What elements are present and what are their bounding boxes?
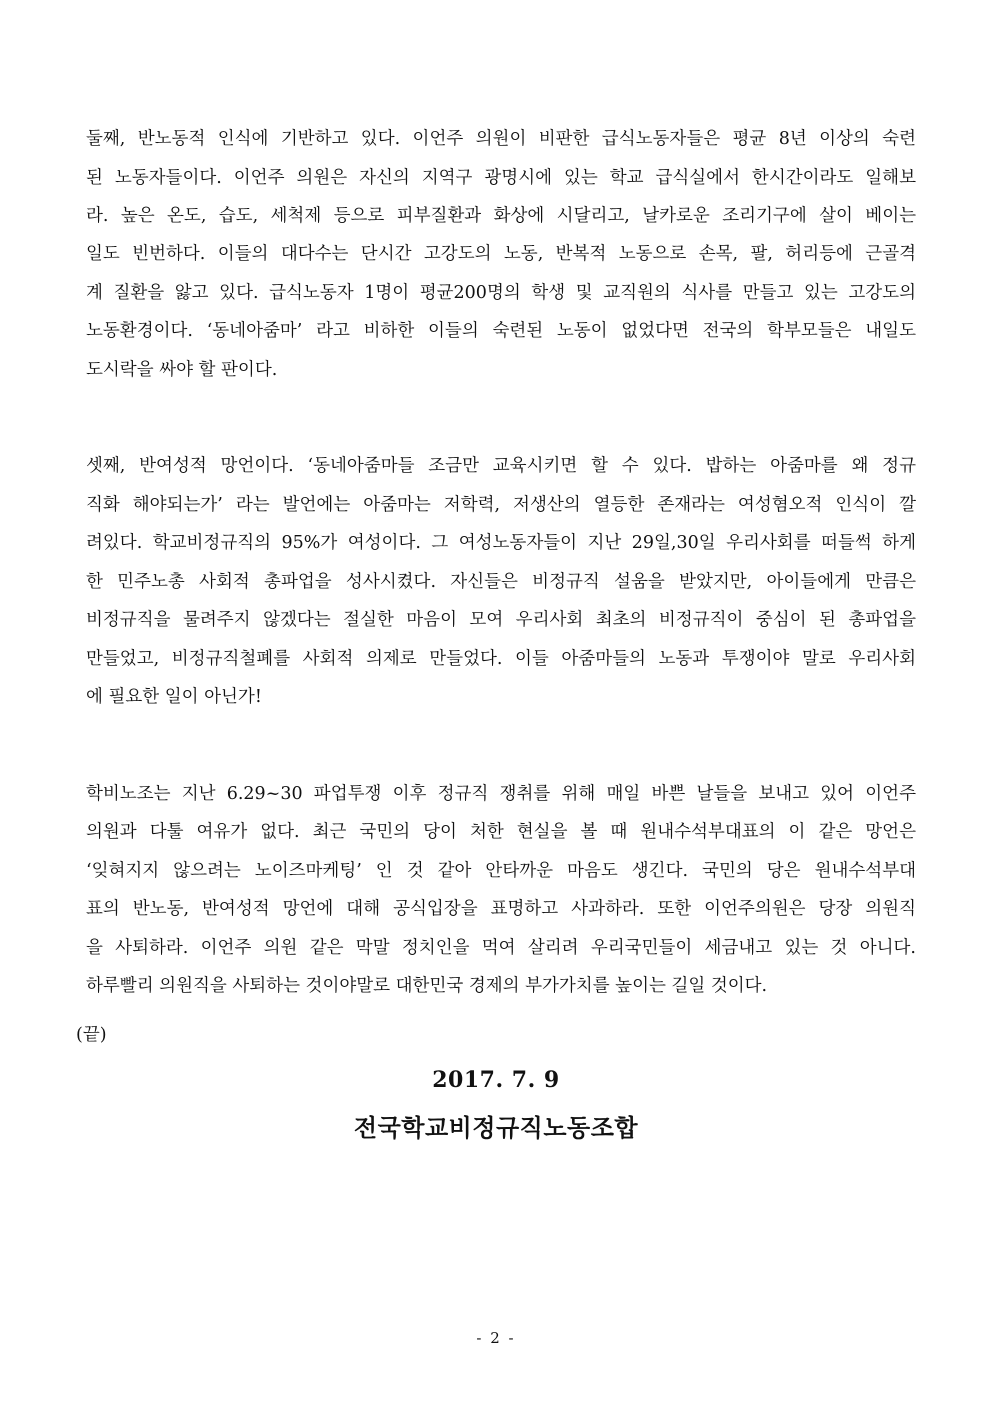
text-line: 둘째, 반노동적 인식에 기반하고 있다. 이언주 의원이 비판한 급식노동자들은 평균 8년 이상의 숙련 (86, 129, 916, 149)
text-line: 비정규직을 물려주지 않겠다는 절실한 마음이 모여 우리사회 최초의 비정규직이 중심이 된 총파업을 (86, 610, 916, 630)
text-line: 노동환경이다. ‘동네아줌마’ 라고 비하한 이들의 숙련된 노동이 없었다면 전국의 학부모들은 내일도 (86, 321, 916, 341)
text-line: 셋째, 반여성적 망언이다. ‘동네아줌마들 조금만 교육시키면 할 수 있다. 밥하는 아줌마를 왜 정규 (86, 456, 916, 476)
text-line: 도시락을 싸야 할 판이다. (86, 360, 278, 380)
text-line: 의원과 다툴 여유가 없다. 최근 국민의 당이 처한 현실을 볼 때 원내수석부대표의 이 같은 망언은 (86, 822, 916, 842)
text-line: 한 민주노총 사회적 총파업을 성사시켰다. 자신들은 비정규직 설움을 받았지만, 아이들에게 만큼은 (86, 572, 916, 592)
end-marker: (끝) (76, 1025, 107, 1045)
text-line: 학비노조는 지난 6.29~30 파업투쟁 이후 정규직 쟁취를 위해 매일 바쁜 날들을 보내고 있어 이언주 (86, 784, 916, 804)
organization-name: 전국학교비정규직노동조합 (353, 1113, 639, 1142)
text-line: 만들었고, 비정규직철폐를 사회적 의제로 만들었다. 이들 아줌마들의 노동과 투쟁이야 말로 우리사회 (86, 649, 916, 669)
text-line: 된 노동자들이다. 이언주 의원은 자신의 지역구 광명시에 있는 학교 급식실에서 한시간이라도 일해보 (86, 168, 916, 188)
text-line: 직화 해야되는가’ 라는 발언에는 아줌마는 저학력, 저생산의 열등한 존재라는 여성혐오적 인식이 깔 (86, 495, 916, 515)
text-line: 라. 높은 온도, 습도, 세척제 등으로 피부질환과 화상에 시달리고, 날카로운 조리기구에 살이 베이는 (86, 206, 916, 226)
document-date: 2017. 7. 9 (432, 1067, 560, 1093)
text-line: 에 필요한 일이 아닌가! (86, 687, 262, 707)
text-line: 표의 반노동, 반여성적 망언에 대해 공식입장을 표명하고 사과하라. 또한 이언주의원은 당장 의원직 (86, 899, 916, 919)
text-line: 일도 빈번하다. 이들의 대다수는 단시간 고강도의 노동, 반복적 노동으로 손목, 팔, 허리등에 근골격 (86, 244, 916, 264)
text-line: 계 질환을 앓고 있다. 급식노동자 1명이 평균200명의 학생 및 교직원의 식사를 만들고 있는 고강도의 (86, 283, 916, 303)
text-line: ‘잊혀지지 않으려는 노이즈마케팅’ 인 것 같아 안타까운 마음도 생긴다. 국민의 당은 원내수석부대 (86, 861, 916, 881)
text-line: 을 사퇴하라. 이언주 의원 같은 막말 정치인을 먹여 살리려 우리국민들이 세금내고 있는 것 아니다. (86, 938, 916, 958)
text-line: 려있다. 학교비정규직의 95%가 여성이다. 그 여성노동자들이 지난 29일,30일 우리사회를 떠들썩 하게 (86, 533, 916, 553)
page-number: - 2 - (476, 1329, 516, 1347)
text-line: 하루빨리 의원직을 사퇴하는 것이야말로 대한민국 경제의 부가가치를 높이는 길일 것이다. (86, 976, 768, 996)
